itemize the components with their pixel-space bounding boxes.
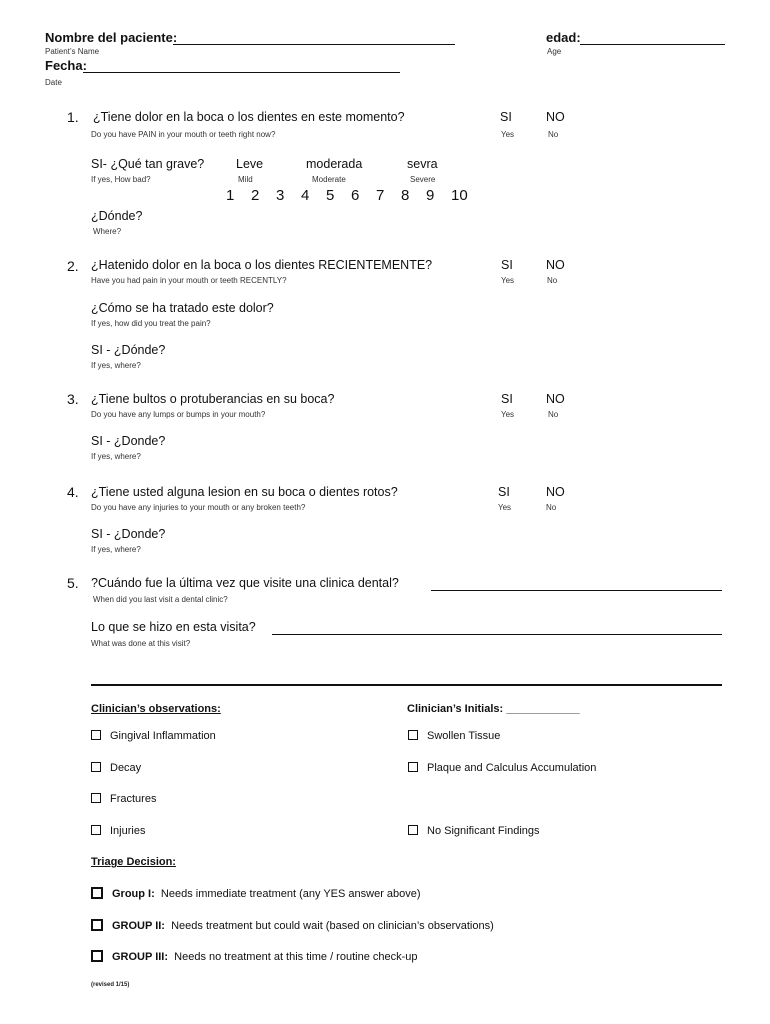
scale-4[interactable]: 4 (301, 187, 310, 204)
q1-sevra: sevra (407, 157, 438, 171)
q3-number: 3. (67, 391, 79, 407)
obs-gingival-label: Gingival Inflammation (110, 730, 216, 742)
obs-gingival[interactable] (91, 730, 216, 742)
pain-scale (226, 187, 476, 205)
q1-number: 1. (67, 109, 79, 125)
date-field[interactable] (83, 72, 400, 73)
q4-where-sub: If yes, where? (91, 545, 141, 554)
q3-text: ¿Tiene bultos o protuberancias en su boca? (91, 392, 335, 406)
q2-sub: Have you had pain in your mouth or teeth RECENTLY? (91, 276, 287, 285)
q1-where-q: ¿Dónde? (91, 209, 143, 223)
observations-label: Clinician’s observations: (91, 703, 221, 715)
last-visit-field[interactable] (431, 590, 722, 591)
initials-label: Clinician’s Initials: ____________ (407, 703, 580, 715)
patient-name-field[interactable] (173, 44, 455, 45)
q2-no-en: No (547, 276, 558, 285)
date-sub: Date (45, 78, 62, 87)
checkbox-icon[interactable] (408, 730, 418, 740)
q1-moderada: moderada (306, 157, 363, 171)
q2-where-sub: If yes, where? (91, 361, 141, 370)
triage-group-1[interactable] (91, 888, 421, 900)
checkbox-icon[interactable] (408, 762, 418, 772)
q5-done-sub: What was done at this visit? (91, 639, 191, 648)
q1-no-en: No (548, 130, 559, 139)
q1-severity-q: SI- ¿Qué tan grave? (91, 157, 205, 171)
q1-leve: Leve (236, 157, 264, 171)
obs-no-findings[interactable] (408, 825, 540, 837)
q2-text: ¿Hatenido dolor en la boca o los dientes RECIENTEMENTE? (91, 258, 433, 272)
checkbox-icon[interactable] (91, 919, 103, 931)
q5-number: 5. (67, 575, 79, 591)
scale-3[interactable]: 3 (276, 187, 285, 204)
scale-2[interactable]: 2 (251, 187, 260, 204)
q3-where-q: SI - ¿Donde? (91, 434, 166, 448)
q1-mild: Mild (238, 175, 253, 184)
checkbox-icon[interactable] (91, 825, 101, 835)
obs-decay[interactable] (91, 762, 141, 774)
q1-no[interactable]: NO (546, 110, 565, 124)
q2-where-q: SI - ¿Dónde? (91, 343, 166, 357)
q5-sub: When did you last visit a dental clinic? (93, 595, 228, 604)
triage-group-2-desc: Needs treatment but could wait (based on clinician’s observations) (171, 920, 494, 932)
age-sub: Age (547, 47, 562, 56)
q1-si[interactable]: SI (500, 110, 512, 124)
scale-9[interactable]: 9 (426, 187, 435, 204)
obs-decay-label: Decay (110, 762, 142, 774)
obs-plaque[interactable] (408, 762, 596, 774)
triage-group-3-name: GROUP III: (112, 951, 169, 963)
obs-injuries-label: Injuries (110, 825, 146, 837)
q4-si[interactable]: SI (498, 485, 510, 499)
q2-number: 2. (67, 258, 79, 274)
revised-note: (revised 1/15) (91, 982, 130, 988)
q1-severity-sub: If yes, How bad? (91, 175, 151, 184)
q3-where-sub: If yes, where? (91, 452, 141, 461)
checkbox-icon[interactable] (91, 730, 101, 740)
q4-sub: Do you have any injuries to your mouth or any broken teeth? (91, 503, 306, 512)
patient-name-sub: Patient’s Name (45, 47, 100, 56)
triage-label: Triage Decision: (91, 856, 176, 868)
q4-number: 4. (67, 484, 79, 500)
scale-6[interactable]: 6 (351, 187, 360, 204)
obs-plaque-label: Plaque and Calculus Accumulation (427, 762, 597, 774)
scale-8[interactable]: 8 (401, 187, 410, 204)
q4-text: ¿Tiene usted alguna lesion en su boca o dientes rotos? (91, 485, 398, 499)
obs-no-findings-label: No Significant Findings (427, 825, 540, 837)
q4-no-en: No (546, 503, 557, 512)
q3-sub: Do you have any lumps or bumps in your mouth? (91, 410, 266, 419)
checkbox-icon[interactable] (91, 887, 103, 899)
obs-injuries[interactable] (91, 825, 145, 837)
triage-group-2[interactable] (91, 920, 494, 932)
q1-severe: Severe (410, 175, 436, 184)
checkbox-icon[interactable] (91, 762, 101, 772)
triage-group-2-name: GROUP II: (112, 920, 165, 932)
q3-yes-en: Yes (501, 410, 515, 419)
section-divider (91, 684, 722, 686)
q1-text: ¿Tiene dolor en la boca o los dientes en este momento? (93, 110, 405, 124)
obs-fractures-label: Fractures (110, 793, 157, 805)
patient-name-label: Nombre del paciente: (45, 30, 178, 45)
q4-yes-en: Yes (498, 503, 512, 512)
checkbox-icon[interactable] (91, 950, 103, 962)
scale-5[interactable]: 5 (326, 187, 335, 204)
scale-1[interactable]: 1 (226, 187, 235, 204)
visit-done-field[interactable] (272, 634, 722, 635)
triage-group-1-name: Group I: (112, 888, 155, 900)
q1-moderate: Moderate (312, 175, 346, 184)
obs-fractures[interactable] (91, 793, 156, 805)
q2-yes-en: Yes (501, 276, 515, 285)
triage-group-3-desc: Needs no treatment at this time / routine check-up (174, 951, 418, 963)
q2-si[interactable]: SI (501, 258, 513, 272)
date-label: Fecha: (45, 58, 87, 73)
triage-group-1-desc: Needs immediate treatment (any YES answer above) (160, 888, 421, 900)
q1-sub: Do you have PAIN in your mouth or teeth right now? (91, 130, 276, 139)
obs-swollen[interactable] (408, 730, 500, 742)
q2-no[interactable]: NO (546, 258, 565, 272)
q1-where-sub: Where? (93, 227, 122, 236)
q2-treated-sub: If yes, how did you treat the pain? (91, 319, 211, 328)
checkbox-icon[interactable] (408, 825, 418, 835)
q4-no[interactable]: NO (546, 485, 565, 499)
checkbox-icon[interactable] (91, 793, 101, 803)
obs-swollen-label: Swollen Tissue (427, 730, 501, 742)
q2-treated-q: ¿Cómo se ha tratado este dolor? (91, 301, 274, 315)
q3-si[interactable]: SI (501, 392, 513, 406)
q5-text: ?Cuándo fue la última vez que visite una clinica dental? (91, 576, 399, 590)
q5-done-q: Lo que se hizo en esta visita? (91, 620, 256, 634)
age-label: edad: (546, 30, 581, 45)
q3-no[interactable]: NO (546, 392, 565, 406)
scale-10[interactable]: 10 (451, 187, 468, 204)
q3-no-en: No (548, 410, 559, 419)
triage-group-3[interactable] (91, 951, 418, 963)
q4-where-q: SI - ¿Donde? (91, 527, 166, 541)
q1-yes-en: Yes (501, 130, 515, 139)
age-field[interactable] (580, 44, 725, 45)
scale-7[interactable]: 7 (376, 187, 385, 204)
